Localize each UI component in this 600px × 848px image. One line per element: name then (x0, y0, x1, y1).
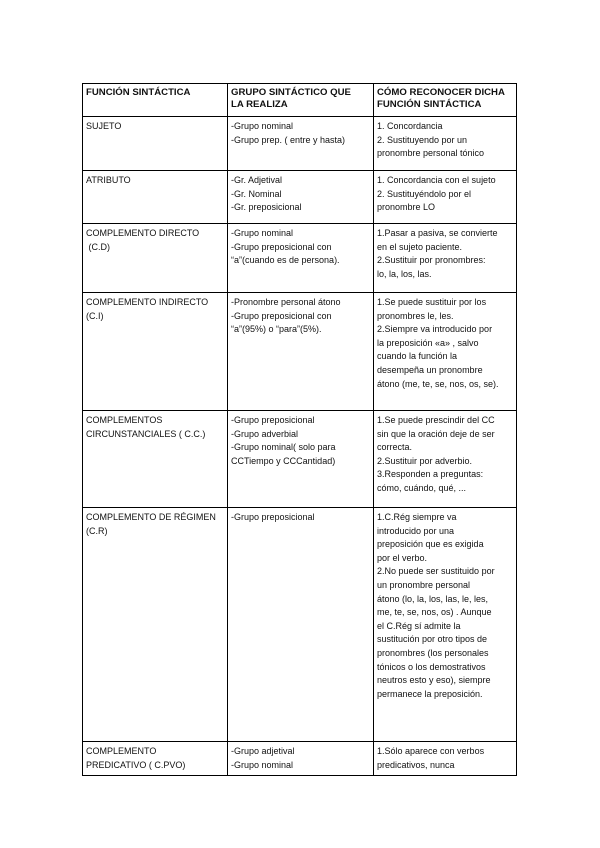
cell-line: -Grupo adverbial (231, 428, 299, 439)
cell-grupo (228, 224, 374, 293)
cell-reconocer (374, 411, 517, 508)
table-row (83, 117, 517, 171)
cell-line: cuando la función la (377, 351, 458, 362)
cell-line: 1. Concordancia con el sujeto (377, 175, 496, 185)
cell-line: CCTiempo y CCCantidad) (231, 455, 336, 466)
cell-line: permanece la preposición. (377, 688, 483, 699)
cell-line: 1. Concordancia (377, 121, 443, 131)
cell-line: -Grupo preposicional (231, 512, 315, 522)
header-line: LA REALIZA (231, 99, 288, 111)
cell-funcion (83, 508, 228, 742)
cell-line: pronombres (los personales (377, 647, 489, 658)
cell-line: 1.C.Rég siempre va (377, 512, 457, 522)
cell-funcion (83, 742, 228, 776)
header-line: GRUPO SINTÁCTICO QUE (231, 87, 351, 98)
cell-reconocer (374, 508, 517, 742)
header-funcion (83, 84, 228, 117)
cell-line: -Gr. preposicional (231, 202, 302, 213)
cell-line: (C.D) (86, 241, 111, 252)
header-line: CÓMO RECONOCER DICHA (377, 87, 505, 98)
cell-grupo (228, 117, 374, 171)
cell-grupo (228, 293, 374, 411)
cell-line: predicativos, nunca (377, 759, 455, 770)
cell-line: sin que la oración deje de ser (377, 428, 495, 439)
cell-line: 2. Sustituyéndolo por el (377, 188, 472, 199)
cell-line: 1.Se puede prescindir del CC (377, 415, 495, 425)
cell-line: ATRIBUTO (86, 175, 131, 185)
cell-line: átono (lo, la, los, las, le, les, (377, 593, 489, 604)
header-reconocer (374, 84, 517, 117)
table-row (83, 411, 517, 508)
cell-line: “a”(95%) o “para”(5%). (231, 324, 322, 335)
cell-line: PREDICATIVO ( C.PVO) (86, 759, 186, 770)
cell-reconocer (374, 293, 517, 411)
cell-line: introducido por una (377, 525, 455, 536)
table-row (83, 293, 517, 411)
cell-line: cómo, cuándo, qué, ... (377, 482, 467, 493)
cell-line: COMPLEMENTO (86, 746, 157, 756)
cell-line: -Grupo nominal (231, 121, 294, 131)
cell-line: CIRCUNSTANCIALES ( C.C.) (86, 428, 206, 439)
cell-line: COMPLEMENTO DIRECTO (86, 228, 200, 238)
cell-line: neutros esto y eso), siempre (377, 675, 491, 686)
cell-line: pronombre LO (377, 202, 436, 213)
cell-line: 1.Pasar a pasiva, se convierte (377, 228, 498, 238)
cell-line: -Grupo nominal( solo para (231, 442, 336, 453)
cell-line: átono (me, te, se, nos, os, se). (377, 378, 499, 389)
cell-line: COMPLEMENTO DE RÉGIMEN (86, 512, 216, 522)
cell-line: -Grupo prep. ( entre y hasta) (231, 134, 346, 145)
cell-line: 1.Sólo aparece con verbos (377, 746, 485, 756)
cell-line: -Grupo preposicional con (231, 241, 332, 252)
cell-line: lo, la, los, las. (377, 268, 432, 279)
cell-line: COMPLEMENTOS (86, 415, 163, 425)
table-row (83, 171, 517, 224)
cell-line: -Grupo preposicional (231, 415, 315, 425)
table-row (83, 508, 517, 742)
cell-line: 2.No puede ser sustituido por (377, 566, 495, 577)
cell-funcion (83, 171, 228, 224)
cell-line: (C.R) (86, 525, 108, 536)
cell-line: “a”(cuando es de persona). (231, 255, 340, 266)
cell-line: desempeña un pronombre (377, 364, 483, 375)
cell-line: un pronombre personal (377, 579, 471, 590)
syntax-functions-table (82, 83, 517, 776)
cell-line: -Gr. Adjetival (231, 175, 283, 185)
cell-line: SUJETO (86, 121, 122, 131)
table-body (83, 117, 517, 776)
cell-line: preposición que es exigida (377, 539, 484, 550)
cell-reconocer (374, 224, 517, 293)
cell-grupo (228, 171, 374, 224)
header-line: FUNCIÓN SINTÁCTICA (377, 99, 482, 111)
cell-line: (C.I) (86, 310, 104, 321)
cell-grupo (228, 742, 374, 776)
cell-line: -Grupo adjetival (231, 746, 295, 756)
cell-reconocer (374, 742, 517, 776)
table-row (83, 224, 517, 293)
cell-line: pronombres le, les. (377, 310, 454, 321)
cell-line: pronombre personal tónico (377, 148, 485, 159)
cell-line: 2.Sustituir por adverbio. (377, 455, 473, 466)
cell-line: tónicos o los demostrativos (377, 661, 486, 672)
cell-line: 3.Responden a preguntas: (377, 469, 484, 480)
cell-line: 2. Sustituyendo por un (377, 134, 468, 145)
cell-grupo (228, 508, 374, 742)
table-header-row (83, 84, 517, 117)
cell-line: me, te, se, nos, os) . Aunque (377, 607, 492, 618)
cell-reconocer (374, 171, 517, 224)
cell-reconocer (374, 117, 517, 171)
cell-line: en el sujeto paciente. (377, 241, 463, 252)
cell-funcion (83, 224, 228, 293)
cell-line: 1.Se puede sustituir por los (377, 297, 487, 307)
cell-line: el C.Rég sí admite la (377, 620, 461, 631)
cell-line: 2.Sustituir por pronombres: (377, 255, 486, 266)
cell-line: -Pronombre personal átono (231, 297, 341, 307)
cell-line: 2.Siempre va introducido por (377, 324, 493, 335)
cell-line: correcta. (377, 442, 413, 453)
table-row (83, 742, 517, 776)
cell-line: -Grupo nominal (231, 759, 294, 770)
cell-funcion (83, 293, 228, 411)
cell-line: por el verbo. (377, 552, 428, 563)
header-grupo (228, 84, 374, 117)
cell-grupo (228, 411, 374, 508)
cell-funcion (83, 117, 228, 171)
cell-line: -Grupo nominal (231, 228, 294, 238)
cell-line: la preposición «a» , salvo (377, 337, 479, 348)
cell-line: COMPLEMENTO INDIRECTO (86, 297, 209, 307)
cell-funcion (83, 411, 228, 508)
cell-line: -Grupo preposicional con (231, 310, 332, 321)
cell-line: sustitución por otro tipos de (377, 634, 488, 645)
cell-line: -Gr. Nominal (231, 188, 282, 199)
header-line: FUNCIÓN SINTÁCTICA (86, 87, 191, 98)
